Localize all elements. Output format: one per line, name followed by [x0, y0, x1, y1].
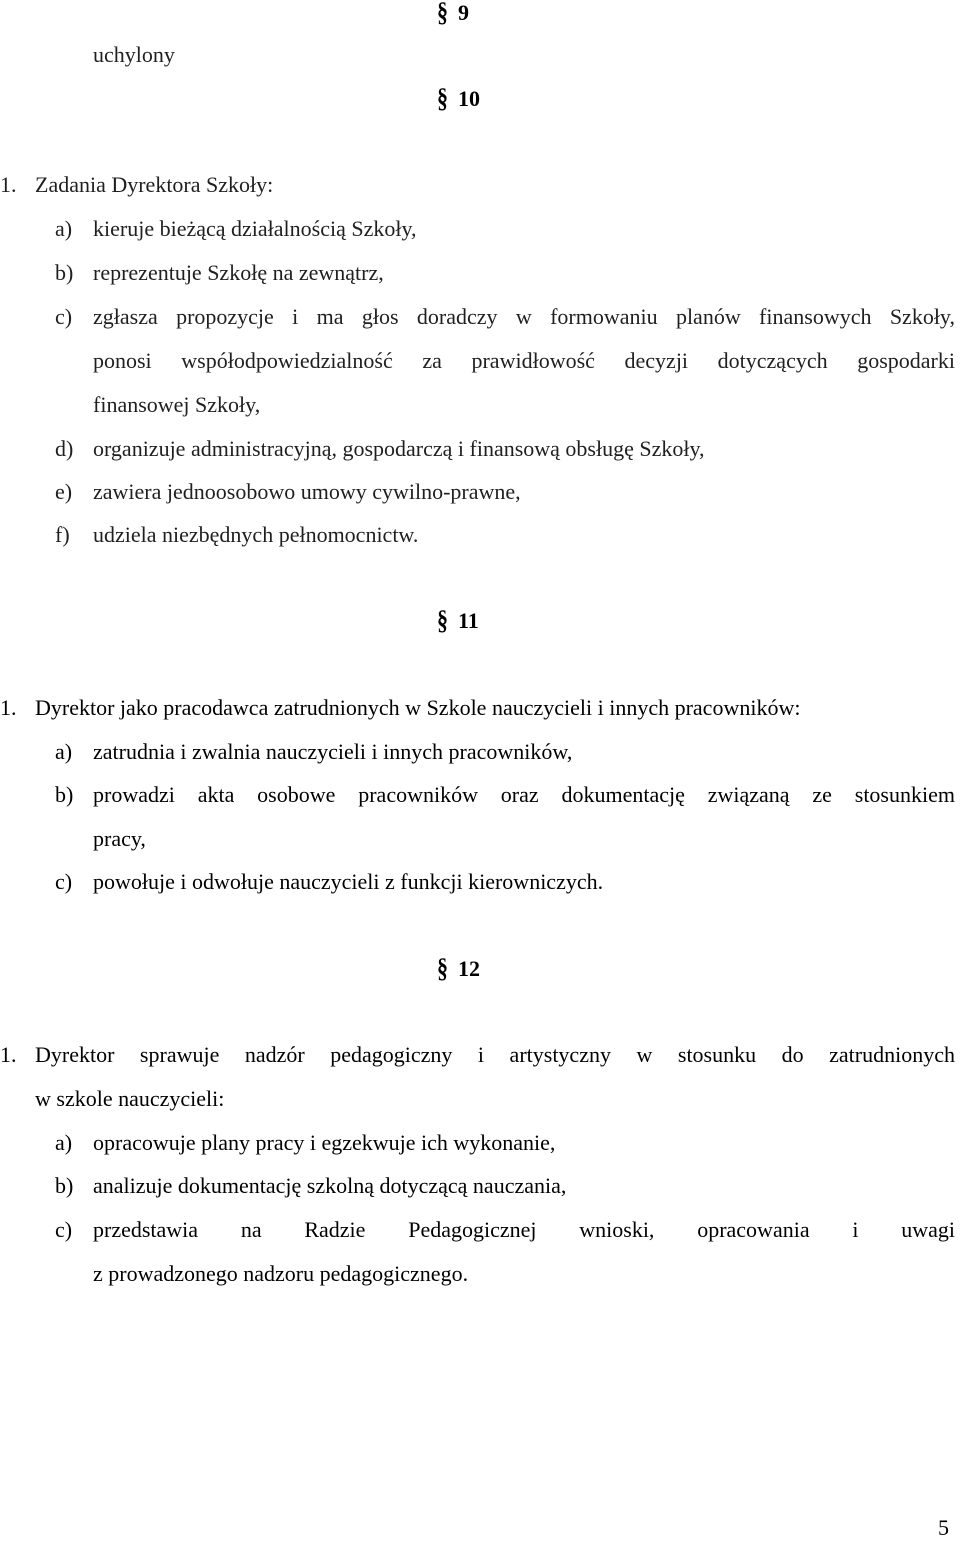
item-text: Zadania Dyrektora Szkoły: [35, 172, 274, 197]
item-text: Dyrektor sprawuje nadzór pedagogiczny i artystyczny w stosunku do zatrudnionych [35, 1042, 955, 1067]
list-item: zatrudnia i zwalnia nauczycieli i innych pracowników, [93, 739, 573, 764]
list-label: e) [55, 479, 73, 504]
list-label: c) [55, 869, 73, 894]
list-label: c) [55, 304, 73, 329]
repealed-note: uchylony [93, 42, 175, 67]
list-label: c) [55, 1217, 73, 1242]
item-text: Dyrektor jako pracodawca zatrudnionych w Szkole nauczycieli i innych pracowników: [35, 695, 801, 720]
section-number: 12 [458, 956, 480, 981]
list-label: a) [55, 739, 73, 764]
list-item: zawiera jednoosobowo umowy cywilno-prawne, [93, 479, 521, 504]
list-item: powołuje i odwołuje nauczycieli z funkcji kierowniczych. [93, 869, 604, 894]
list-label: f) [55, 522, 70, 547]
item-number: 1. [0, 172, 17, 197]
page-number: 5 [938, 1515, 949, 1540]
list-item-continuation: pracy, [93, 826, 146, 851]
list-item: przedstawia na Radzie Pedagogicznej wnioski, opracowania i uwagi [93, 1217, 955, 1242]
list-item: prowadzi akta osobowe pracowników oraz dokumentację związaną ze stosunkiem [93, 782, 955, 807]
section-11-heading [437, 604, 479, 636]
list-item: opracowuje plany pracy i egzekwuje ich wykonanie, [93, 1130, 556, 1155]
list-item: organizuje administracyjną, gospodarczą i finansową obsługę Szkoły, [93, 436, 705, 461]
item-number: 1. [0, 695, 17, 720]
list-item: reprezentuje Szkołę na zewnątrz, [93, 260, 384, 285]
item-text-continuation: w szkole nauczycieli: [35, 1086, 225, 1111]
section-sign: § [437, 0, 448, 28]
list-label: b) [55, 1173, 74, 1198]
list-label: a) [55, 216, 73, 241]
section-sign: § [437, 82, 448, 114]
list-label: b) [55, 260, 74, 285]
section-10-heading [437, 82, 480, 114]
list-item: zgłasza propozycje i ma głos doradczy w formowaniu planów finansowych Szkoły, [93, 304, 955, 329]
list-item: udziela niezbędnych pełnomocnictw. [93, 522, 419, 547]
section-number: 11 [458, 608, 479, 633]
item-number: 1. [0, 1042, 17, 1067]
section-12-heading [437, 952, 480, 984]
list-label: b) [55, 782, 74, 807]
section-number: 9 [458, 0, 469, 25]
list-label: a) [55, 1130, 73, 1155]
list-item: analizuje dokumentację szkolną dotyczącą nauczania, [93, 1173, 567, 1198]
list-item: kieruje bieżącą działalnością Szkoły, [93, 216, 417, 241]
list-item-continuation: ponosi współodpowiedzialność za prawidłowość decyzji dotyczących gospodarki [93, 348, 955, 373]
section-number: 10 [458, 86, 480, 111]
list-label: d) [55, 436, 74, 461]
list-item-continuation: z prowadzonego nadzoru pedagogicznego. [93, 1261, 469, 1286]
section-sign: § [437, 604, 448, 636]
list-item-continuation: finansowej Szkoły, [93, 392, 261, 417]
section-sign: § [437, 952, 448, 984]
section-9-heading [437, 0, 469, 28]
